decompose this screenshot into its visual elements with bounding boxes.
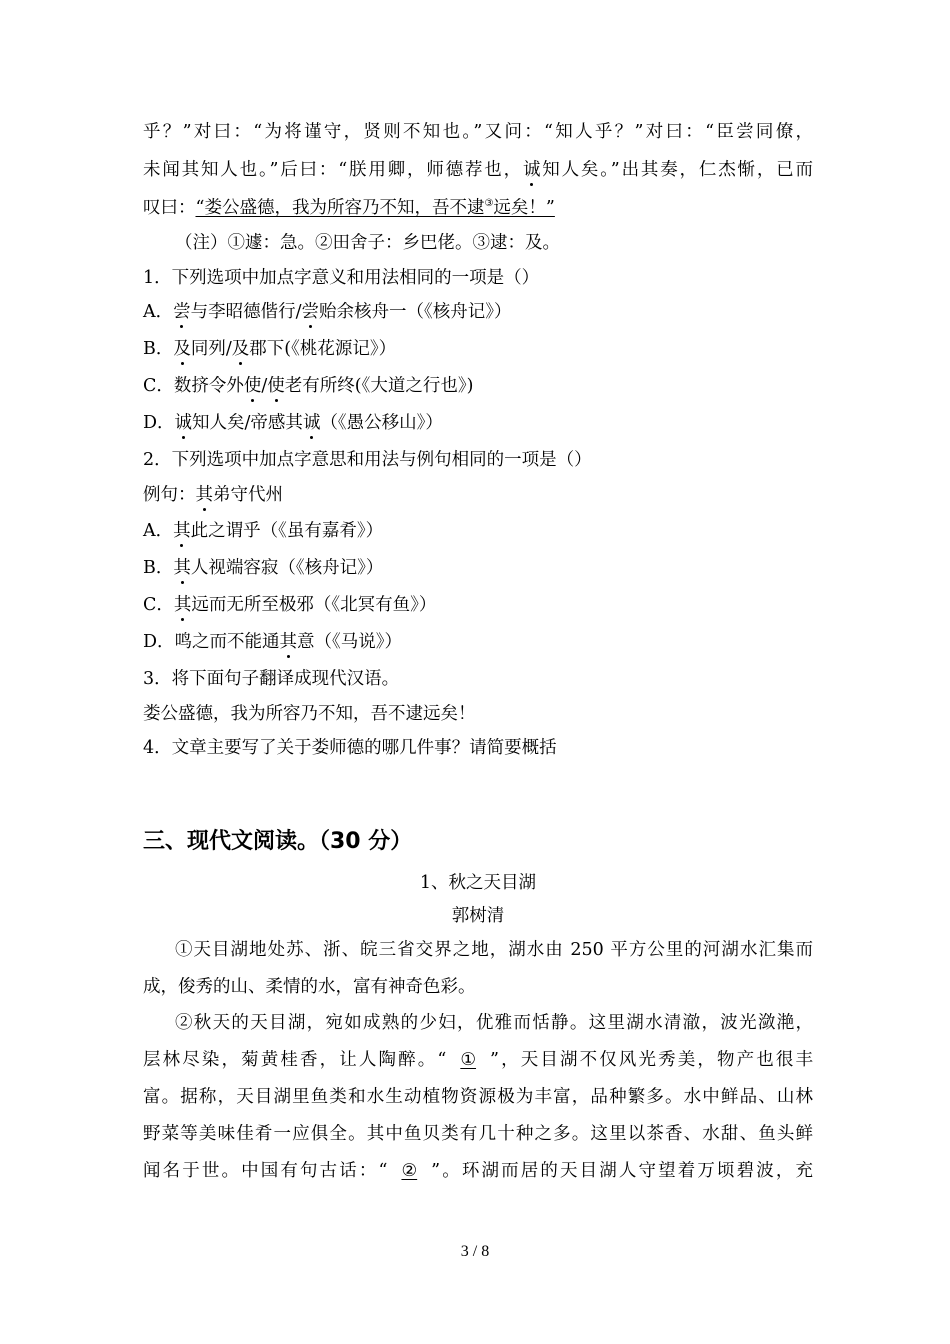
footnote-mark: ③ (484, 198, 494, 210)
article-author: 郭树清 (451, 906, 505, 926)
dotted-char: 使 (267, 373, 285, 399)
dotted-char: 其 (196, 482, 214, 508)
fill-blank-2[interactable]: ② (401, 1161, 418, 1181)
paragraph-1-line-1: ①天目湖地处苏、浙、皖三省交界之地，湖水由 250 平方公里的河湖水汇集而 (175, 940, 813, 960)
q1-option-c: C．数挤令外使/使老有所终(《大道之行也》) (143, 373, 813, 399)
paragraph-2-line-4: 野菜等美味佳肴一应俱全。其中鱼贝类有几十种之多。这里以茶香、水甜、鱼头鲜 (143, 1124, 813, 1144)
dotted-char: 其 (173, 555, 191, 581)
dotted-char: 其 (173, 518, 191, 544)
q2-option-c: C．其远而无所至极邪（《北冥有鱼》） (143, 592, 813, 618)
q2-stem: 2．下列选项中加点字意思和用法与例句相同的一项是（） (143, 450, 592, 470)
dotted-char: 其 (280, 629, 298, 655)
dotted-char: 其 (174, 592, 192, 618)
q2-option-d: D．鸣之而不能通其意（《马说》） (143, 629, 813, 655)
dotted-char: 尝 (173, 299, 191, 325)
q3-sentence: 娄公盛德，我为所容乃不知，吾不逮远矣！ (143, 704, 476, 724)
page-number: 3 / 8 (460, 1243, 490, 1260)
paragraph-2-line-1: ②秋天的天目湖，宛如成熟的少妇，优雅而恬静。这里湖水清澈，波光潋滟， (175, 1013, 813, 1033)
paragraph-2-line-3: 富。据称，天目湖里鱼类和水生动植物资源极为丰富，品种繁多。水中鲜品、山林 (143, 1087, 813, 1107)
q2-option-a: A．其此之谓乎（《虽有嘉肴》） (143, 518, 813, 544)
passage-line-1: 乎？”对曰：“为将谨守，贤则不知也。”又问：“知人乎？”对曰：“臣尝同僚， (143, 122, 813, 142)
passage-note: （注）①遽：急。②田舍子：乡巴佬。③逮：及。 (175, 233, 560, 253)
q1-option-b: B．及同列/及郡下(《桃花源记》） (143, 336, 813, 362)
q2-option-b: B．其人视端容寂（《核舟记》） (143, 555, 813, 581)
q3-stem: 3．将下面句子翻译成现代汉语。 (143, 669, 400, 689)
section-heading: 三、现代文阅读。（30 分） (143, 829, 413, 854)
dotted-char: 诚 (175, 410, 193, 436)
q2-example: 例句：其弟守代州 (143, 482, 813, 508)
passage-line-2: 未闻其知人也。”后曰：“朕用卿，师德荐也，诚知人矣。”出其奏，仁杰惭，已而 (143, 157, 813, 183)
dotted-char: 使 (244, 373, 262, 399)
underlined-sentence: “娄公盛德，我为所容乃不知，吾不逮③远矣！” (195, 198, 555, 218)
fill-blank-1[interactable]: ① (460, 1050, 477, 1070)
q4-stem: 4．文章主要写了关于娄师德的哪几件事？请简要概括 (143, 738, 557, 758)
paragraph-1-line-2: 成，俊秀的山、柔情的水，富有神奇色彩。 (143, 977, 476, 997)
q1-stem: 1．下列选项中加点字意义和用法相同的一项是（） (143, 268, 540, 288)
dotted-char: 及 (173, 336, 191, 362)
q1-option-d: D．诚知人矣/帝感其诚（《愚公移山》） (143, 410, 813, 436)
dotted-char: 诚 (303, 410, 321, 436)
dotted-char: 尝 (302, 299, 320, 325)
article-title: 1、秋之天目湖 (419, 873, 537, 893)
passage-line-3: 叹曰：“娄公盛德，我为所容乃不知，吾不逮③远矣！” (143, 198, 555, 218)
dotted-char: 诚 (523, 157, 541, 183)
dotted-char: 及 (232, 336, 250, 362)
q1-option-a: A．尝与李昭德偕行/尝贻余核舟一（《核舟记》） (143, 299, 813, 325)
paragraph-2-line-5: 闻名于世。中国有句古话：“ ② ”。环湖而居的天目湖人守望着万顷碧波，充 (143, 1158, 813, 1184)
paragraph-2-line-2: 层林尽染，菊黄桂香，让人陶醉。“ ① ”，天目湖不仅风光秀美，物产也很丰 (143, 1047, 813, 1073)
